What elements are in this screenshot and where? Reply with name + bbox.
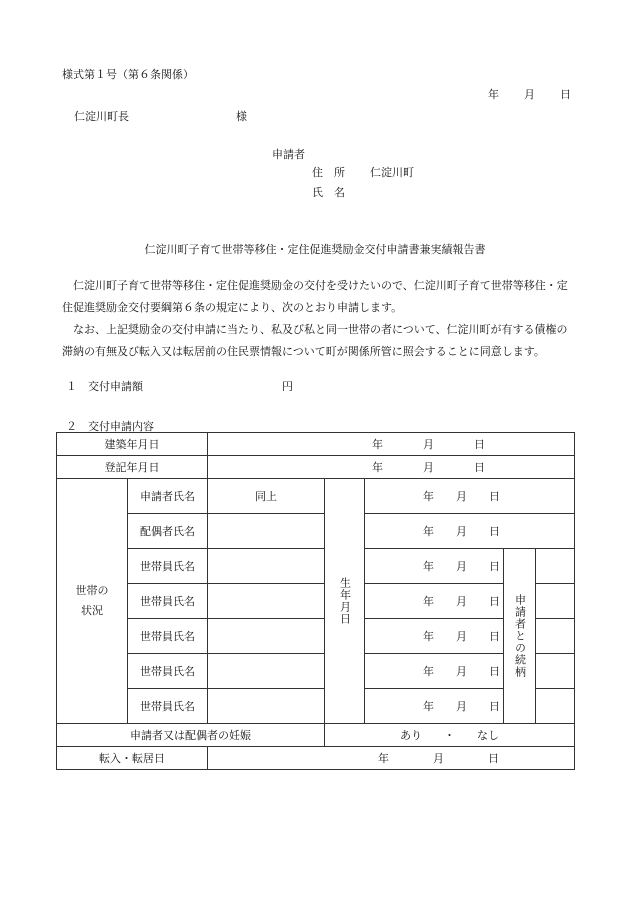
table-row <box>57 549 575 584</box>
move-date-label: 転入・転居日 <box>57 747 208 770</box>
applicant-name-label: 氏 名 <box>312 186 345 199</box>
member-birthdate-field[interactable] <box>365 549 504 584</box>
day-label: 日 <box>489 665 500 678</box>
build-date-field[interactable] <box>208 433 575 456</box>
pregnancy-options[interactable]: あり ・ なし <box>325 724 575 747</box>
relation-label-cell <box>504 549 536 724</box>
year-label: 年 <box>378 752 389 765</box>
day-label: 日 <box>489 595 500 608</box>
birthdate-label: 生年月日 <box>338 577 352 625</box>
build-date-label: 建築年月日 <box>57 433 208 456</box>
member-birthdate-field[interactable] <box>365 619 504 654</box>
member-name-label: 世帯員氏名 <box>128 654 208 689</box>
document-title: 仁淀川町子育て世帯等移住・定住促進奨励金交付申請書兼実績報告書 <box>144 243 486 256</box>
month-label: 月 <box>456 525 467 538</box>
addressee-honorific: 様 <box>236 110 247 123</box>
year-label: 年 <box>423 630 434 643</box>
year-label: 年 <box>372 438 383 451</box>
month-label: 月 <box>423 438 434 451</box>
year-label: 年 <box>423 525 434 538</box>
member-relation-field[interactable] <box>536 689 575 724</box>
table-row <box>57 584 575 619</box>
register-date-field[interactable] <box>208 456 575 479</box>
table-row <box>57 514 575 549</box>
day-label: 日 <box>489 630 500 643</box>
date-day: 日 <box>560 88 571 101</box>
day-label: 日 <box>474 438 485 451</box>
table-row <box>57 654 575 689</box>
month-label: 月 <box>433 752 444 765</box>
member-name-field[interactable] <box>208 619 325 654</box>
spouse-name-label: 配偶者氏名 <box>128 514 208 549</box>
year-label: 年 <box>423 490 434 503</box>
table-row <box>57 456 575 479</box>
spouse-name-field[interactable] <box>208 514 325 549</box>
table-row <box>57 619 575 654</box>
relation-label: 申請者との続柄 <box>513 594 527 678</box>
day-label: 日 <box>489 560 500 573</box>
register-date-label: 登記年月日 <box>57 456 208 479</box>
applicant-address-value: 仁淀川町 <box>370 166 414 179</box>
year-label: 年 <box>423 665 434 678</box>
month-label: 月 <box>456 630 467 643</box>
month-label: 月 <box>456 560 467 573</box>
birthdate-label-cell <box>325 479 365 724</box>
member-relation-field[interactable] <box>536 654 575 689</box>
member-name-field[interactable] <box>208 584 325 619</box>
applicant-address-label: 住 所 <box>312 166 345 179</box>
member-name-label: 世帯員氏名 <box>128 619 208 654</box>
day-label: 日 <box>489 700 500 713</box>
move-date-field[interactable] <box>208 747 575 770</box>
member-name-label: 世帯員氏名 <box>128 689 208 724</box>
household-label-line2: 状況 <box>81 604 103 617</box>
date-line <box>488 86 571 102</box>
table-row <box>57 747 575 770</box>
month-label: 月 <box>456 665 467 678</box>
paragraph-consent-request: 仁淀川町子育て世帯等移住・定住促進奨励金の交付を受けたいので、仁淀川町子育て世帯等移住・定住促進奨励金交付要綱第６条の規定により、次のとおり申請します。 <box>62 279 568 314</box>
section1-unit: 円 <box>282 380 293 393</box>
table-row <box>57 433 575 456</box>
year-label: 年 <box>423 560 434 573</box>
day-label: 日 <box>488 752 499 765</box>
month-label: 月 <box>456 700 467 713</box>
spouse-birthdate-field[interactable] <box>365 514 575 549</box>
member-relation-field[interactable] <box>536 619 575 654</box>
member-name-field[interactable] <box>208 689 325 724</box>
applicant-birthdate-field[interactable] <box>365 479 575 514</box>
date-month: 月 <box>524 88 535 101</box>
table-row <box>57 724 575 747</box>
table-row <box>57 689 575 724</box>
applicant-name-value[interactable]: 同上 <box>208 479 325 514</box>
day-label: 日 <box>474 461 485 474</box>
year-label: 年 <box>372 461 383 474</box>
member-birthdate-field[interactable] <box>365 654 504 689</box>
date-year: 年 <box>488 88 499 101</box>
pregnancy-label: 申請者又は配偶者の妊娠 <box>57 724 325 747</box>
member-birthdate-field[interactable] <box>365 689 504 724</box>
member-name-label: 世帯員氏名 <box>128 549 208 584</box>
addressee-name: 仁淀川町長 <box>74 110 129 123</box>
member-name-field[interactable] <box>208 654 325 689</box>
month-label: 月 <box>456 595 467 608</box>
body-text <box>62 275 576 363</box>
month-label: 月 <box>456 490 467 503</box>
year-label: 年 <box>423 595 434 608</box>
month-label: 月 <box>423 461 434 474</box>
table-row <box>57 479 575 514</box>
member-relation-field[interactable] <box>536 584 575 619</box>
year-label: 年 <box>423 700 434 713</box>
member-name-label: 世帯員氏名 <box>128 584 208 619</box>
member-name-field[interactable] <box>208 549 325 584</box>
section2-label: ２ 交付申請内容 <box>66 420 154 433</box>
section1-label: １ 交付申請額 <box>66 380 143 393</box>
application-table <box>56 432 575 770</box>
member-birthdate-field[interactable] <box>365 584 504 619</box>
day-label: 日 <box>489 525 500 538</box>
paragraph-consent-inquiry: なお、上記奨励金の交付申請に当たり、私及び私と同一世帯の者について、仁淀川町が有する債権の滞納の有無及び転入又は転居前の住民票情報について町が関係所管に照会することに同意します。 <box>62 323 568 358</box>
applicant-name-label-cell: 申請者氏名 <box>128 479 208 514</box>
day-label: 日 <box>489 490 500 503</box>
form-number: 様式第１号（第６条関係） <box>62 68 194 81</box>
applicant-label: 申請者 <box>272 148 305 161</box>
member-relation-field[interactable] <box>536 549 575 584</box>
household-label-line1: 世帯の <box>75 584 109 597</box>
household-status-label <box>57 479 128 724</box>
